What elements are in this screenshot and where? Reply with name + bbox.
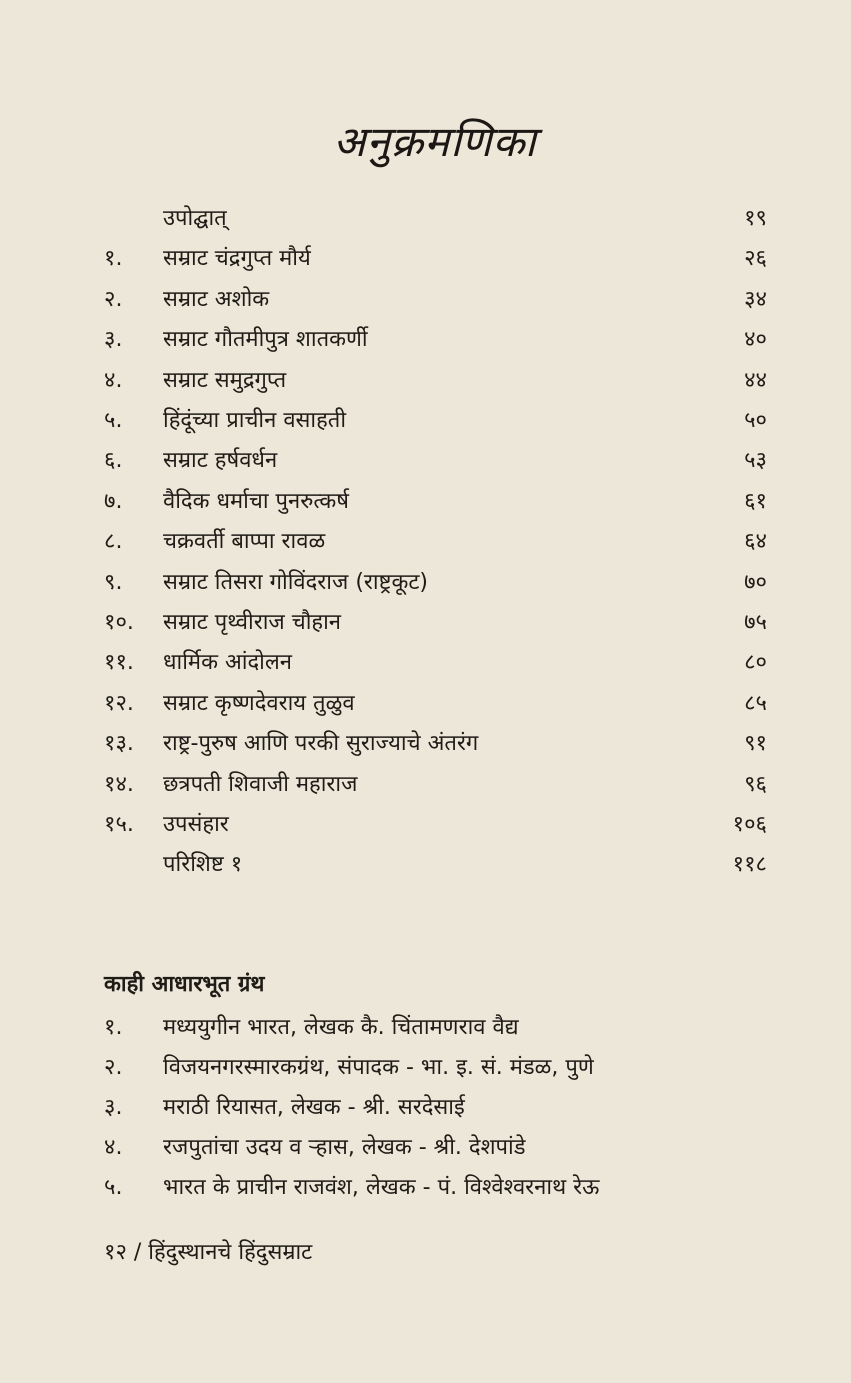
toc-entry-page: ४० bbox=[744, 327, 767, 353]
toc-entry bbox=[0, 484, 851, 520]
toc-entry-number: ५. bbox=[104, 408, 123, 433]
toc-entry-title: सम्राट समुद्रगुप्त bbox=[163, 367, 287, 393]
reference-text: रजपुतांचा उदय व ऱ्हास, लेखक - श्री. देशपांडे bbox=[163, 1135, 526, 1160]
toc-entry-title: सम्राट कृष्णदेवराय तुळुव bbox=[163, 690, 355, 716]
toc-entry-title: सम्राट अशोक bbox=[163, 286, 270, 312]
toc-entry-number: ३. bbox=[104, 327, 123, 353]
toc-entry-number: ४. bbox=[104, 367, 123, 393]
toc-entry-page: १०६ bbox=[732, 812, 767, 837]
toc-entry bbox=[0, 363, 851, 399]
toc-entry-page: २६ bbox=[744, 246, 767, 272]
toc-entry-number: ८. bbox=[104, 529, 123, 555]
toc-entry-title: परिशिष्ट १ bbox=[163, 852, 243, 878]
toc-entry-number: २. bbox=[104, 286, 123, 312]
toc-entry-title: उपोद्घात् bbox=[163, 206, 227, 231]
toc-entry-title: चक्रवर्ती बाप्पा रावळ bbox=[163, 529, 326, 555]
toc-entry bbox=[0, 726, 851, 762]
reference-number: १. bbox=[104, 1015, 123, 1040]
reference-text: मध्ययुगीन भारत, लेखक कै. चिंतामणराव वैद्य bbox=[163, 1015, 519, 1040]
toc-entry bbox=[0, 241, 851, 277]
toc-entry-number: १. bbox=[104, 246, 123, 272]
toc-entry-page: ८० bbox=[744, 650, 767, 676]
page-footer: १२ / हिंदुस्थानचे हिंदुसम्राट bbox=[104, 1240, 313, 1265]
toc-entry bbox=[0, 847, 851, 883]
toc-entry-page: ५३ bbox=[744, 448, 767, 474]
toc-entry-page: ७५ bbox=[744, 610, 767, 635]
toc-entry-title: हिंदूंच्या प्राचीन वसाहती bbox=[163, 408, 347, 433]
toc-entry-title: सम्राट तिसरा गोविंदराज (राष्ट्रकूट) bbox=[163, 569, 429, 595]
toc-entry-title: सम्राट पृथ्वीराज चौहान bbox=[163, 610, 341, 635]
toc-entry bbox=[0, 565, 851, 601]
toc-entry bbox=[0, 767, 851, 803]
toc-entry-page: ६४ bbox=[744, 529, 767, 555]
toc-entry-page: ५० bbox=[744, 408, 767, 433]
toc-entry bbox=[0, 524, 851, 560]
toc-entry-number: १२. bbox=[104, 690, 134, 716]
toc-entry-number: ६. bbox=[104, 448, 123, 474]
reference-text: मराठी रियासत, लेखक - श्री. सरदेसाई bbox=[163, 1095, 465, 1120]
toc-entry-number: १५. bbox=[104, 812, 134, 837]
reference-number: ५. bbox=[104, 1175, 123, 1200]
toc-entry bbox=[0, 605, 851, 641]
toc-entry-page: ३४ bbox=[744, 286, 767, 312]
toc-entry-number: १०. bbox=[104, 610, 134, 635]
toc-entry-page: ११८ bbox=[732, 852, 767, 878]
toc-entry-title: वैदिक धर्माचा पुनरुत्कर्ष bbox=[163, 488, 349, 514]
references-heading: काही आधारभूत ग्रंथ bbox=[104, 972, 265, 997]
toc-entry-number: ११. bbox=[104, 650, 134, 676]
toc-entry-page: ९१ bbox=[744, 731, 767, 757]
toc-entry bbox=[0, 201, 851, 237]
toc-entry-page: ४४ bbox=[744, 367, 767, 393]
toc-entry-title: धार्मिक आंदोलन bbox=[163, 650, 292, 676]
reference-number: ४. bbox=[104, 1135, 123, 1160]
reference-text: भारत के प्राचीन राजवंश, लेखक - पं. विश्वेश्वरनाथ रेऊ bbox=[163, 1175, 600, 1200]
toc-entry-title: छत्रपती शिवाजी महाराज bbox=[163, 771, 358, 797]
reference-number: २. bbox=[104, 1055, 123, 1080]
toc-entry-page: ६१ bbox=[744, 488, 767, 514]
toc-entry-number: १४. bbox=[104, 771, 134, 797]
toc-entry bbox=[0, 645, 851, 681]
toc-entry-title: सम्राट चंद्रगुप्त मौर्य bbox=[163, 246, 311, 272]
toc-entry-number: ९. bbox=[104, 569, 123, 595]
toc-entry bbox=[0, 403, 851, 439]
toc-entry-title: सम्राट हर्षवर्धन bbox=[163, 448, 278, 474]
toc-entry-page: ९६ bbox=[744, 771, 767, 797]
toc-entry-number: ७. bbox=[104, 488, 123, 514]
toc-entry-title: उपसंहार bbox=[163, 812, 229, 837]
toc-entry-page: ८५ bbox=[744, 690, 767, 716]
toc-entry-title: सम्राट गौतमीपुत्र शातकर्णी bbox=[163, 327, 368, 353]
toc-entry bbox=[0, 322, 851, 358]
toc-entry-title: राष्ट्र-पुरुष आणि परकी सुराज्याचे अंतरंग bbox=[163, 731, 479, 757]
toc-entry-page: ७० bbox=[744, 569, 767, 595]
reference-number: ३. bbox=[104, 1095, 123, 1120]
toc-entry bbox=[0, 282, 851, 318]
toc-entry bbox=[0, 686, 851, 722]
toc-entry-number: १३. bbox=[104, 731, 134, 757]
reference-text: विजयनगरस्मारकग्रंथ, संपादक - भा. इ. सं. मंडळ, पुणे bbox=[163, 1055, 594, 1080]
toc-entry bbox=[0, 807, 851, 843]
toc-entry-page: १९ bbox=[744, 206, 767, 231]
page-title: अनुक्रमणिका bbox=[333, 117, 537, 166]
toc-entry bbox=[0, 443, 851, 479]
